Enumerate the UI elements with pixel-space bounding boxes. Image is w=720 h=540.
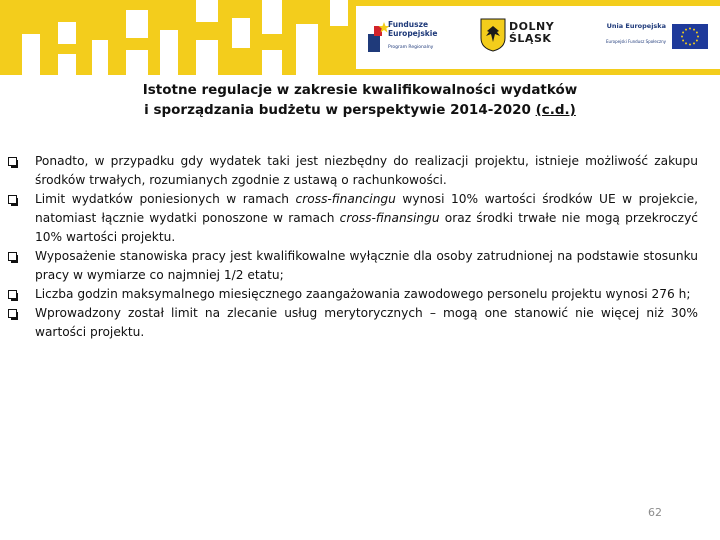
checkbox-bullet-icon [8,157,17,166]
title-line-1: Istotne regulacje w zakresie kwalifikowalności wydatków [142,82,578,98]
eagle-crest-icon [480,18,506,52]
decor-block [58,54,76,75]
checkbox-bullet-icon [8,252,17,261]
slide-title [100,80,620,120]
decor-block [126,50,148,75]
bullet-item: Liczba godzin maksymalnego miesięcznego zaangażowania zawodowego personelu projektu wynosi 276 h; [8,285,698,304]
decor-block [262,50,282,75]
ds-logo-text: DOLNY ŚLĄSK [509,20,555,45]
fe-logo-text: Fundusze Europejskie [388,20,438,38]
checkbox-bullet-icon [8,195,17,204]
title-line-2: i sporządzania budżetu w perspektywie 2014-2020 (c.d.) [144,102,576,118]
decor-block [196,40,218,75]
decor-block [92,40,108,75]
decor-block [22,34,40,75]
page-number: 62 [648,506,662,519]
logo-panel [356,6,720,69]
decor-block [196,0,218,22]
bullet-list [8,152,698,342]
title-continued: (c.d.) [535,102,576,118]
decor-block [58,22,76,44]
bullet-item: Wyposażenie stanowiska pracy jest kwalifikowalne wyłącznie dla osoby zatrudnionej na podstawie stosunku pracy w wymiarze co najmniej 1/2 etatu; [8,247,698,285]
eu-flag-icon [672,24,708,49]
checkbox-bullet-icon [8,290,17,299]
decor-block [296,24,318,75]
decor-block [126,10,148,38]
bullet-item: Ponadto, w przypadku gdy wydatek taki jest niezbędny do realizacji projektu, istnieje możliwość zakupu środków trwałych, rozumianych zgodnie z ustawą o rachunkowości. [8,152,698,190]
ue-logo-subtitle: Europejski Fundusz Społeczny [606,39,666,44]
fe-logo-subtitle: Program Regionalny [388,45,434,50]
bullet-item: Wprowadzony został limit na zlecanie usług merytorycznych – mogą one stanowić nie więcej niż 30% wartości projektu. [8,304,698,342]
header-band [0,0,720,75]
decor-block [330,0,348,26]
decor-block [160,30,178,75]
decor-block [262,0,282,34]
ue-logo-text: Unia Europejska [606,22,666,30]
decor-block [232,18,250,48]
bullet-item: Limit wydatków poniesionych w ramach cross-financingu wynosi 10% wartości środków UE w projekcie, natomiast łącznie wydatki ponoszone w ramach cross-finansingu oraz środki trwałe nie mogą przekroczyć 10% wartości projektu. [8,190,698,247]
checkbox-bullet-icon [8,309,17,318]
